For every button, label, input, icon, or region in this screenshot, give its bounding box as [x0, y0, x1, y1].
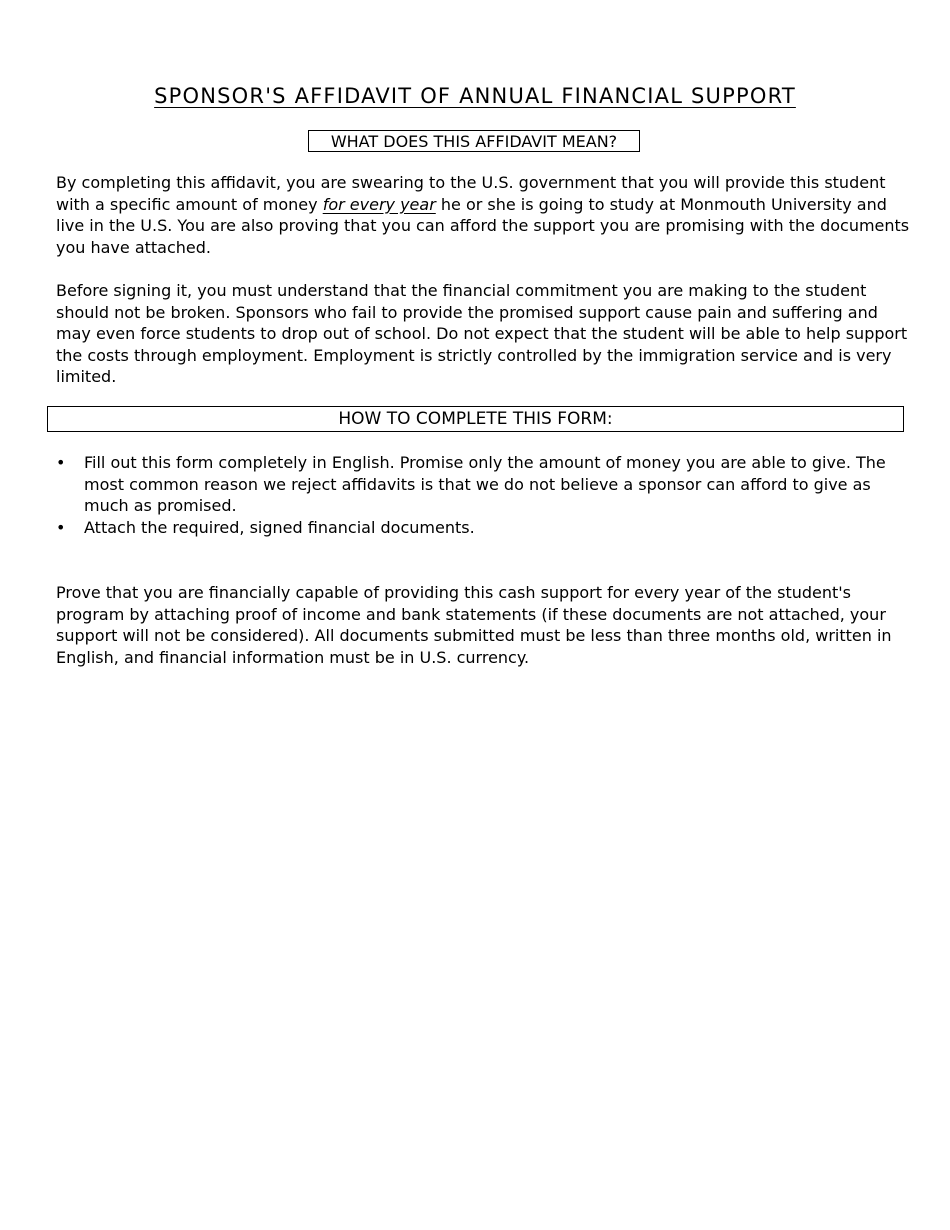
paragraph-proof-requirements: Prove that you are financially capable of providing this cash support for every year of the student's program by attaching proof of income and bank statements (if these documents are not attached, your support will not be considered). All documents submitted must be less than three months old, written in English, and financial information must be in U.S. currency. — [56, 583, 892, 667]
bullet-icon: • — [56, 453, 66, 472]
paragraph-1-text-end: he or she is going to study at Monmouth University and live in the U.S. You are also proving that you can afford the support you are promising with the documents you have attached. — [56, 194, 910, 257]
paragraph-affidavit-explanation — [56, 172, 916, 258]
list-item-text: Fill out this form completely in English. Promise only the amount of money you are able to give. The most common reason we reject affidavits is that we do not believe a sponsor can afford to give as much as promised. — [84, 453, 886, 515]
bullet-icon: • — [56, 517, 66, 537]
paragraph-1-text-start: By completing this affidavit, you are swearing to the U.S. government that you will provide this student with a specific amount of money — [56, 173, 886, 214]
list-item — [56, 452, 896, 517]
document-title — [0, 84, 950, 108]
document-title-text: SPONSOR'S AFFIDAVIT OF ANNUAL FINANCIAL SUPPORT — [154, 84, 796, 108]
list-item — [56, 517, 896, 539]
instruction-list — [56, 452, 896, 538]
section-heading-how-to-complete: HOW TO COMPLETE THIS FORM: — [47, 406, 904, 432]
list-item-text: Attach the required, signed financial documents. — [84, 517, 475, 537]
paragraph-financial-commitment: Before signing it, you must understand that the financial commitment you are making to the student should not be broken. Sponsors who fail to provide the promised support cause pain and suffering and may even force students to drop out of school. Do not expect that the student will be able to help support the costs through employment. Employment is strictly controlled by the immigration service and is very limited. — [56, 281, 908, 386]
emphasis-every-year: for every year — [322, 194, 436, 214]
section-heading-affidavit-meaning: WHAT DOES THIS AFFIDAVIT MEAN? — [308, 130, 640, 152]
